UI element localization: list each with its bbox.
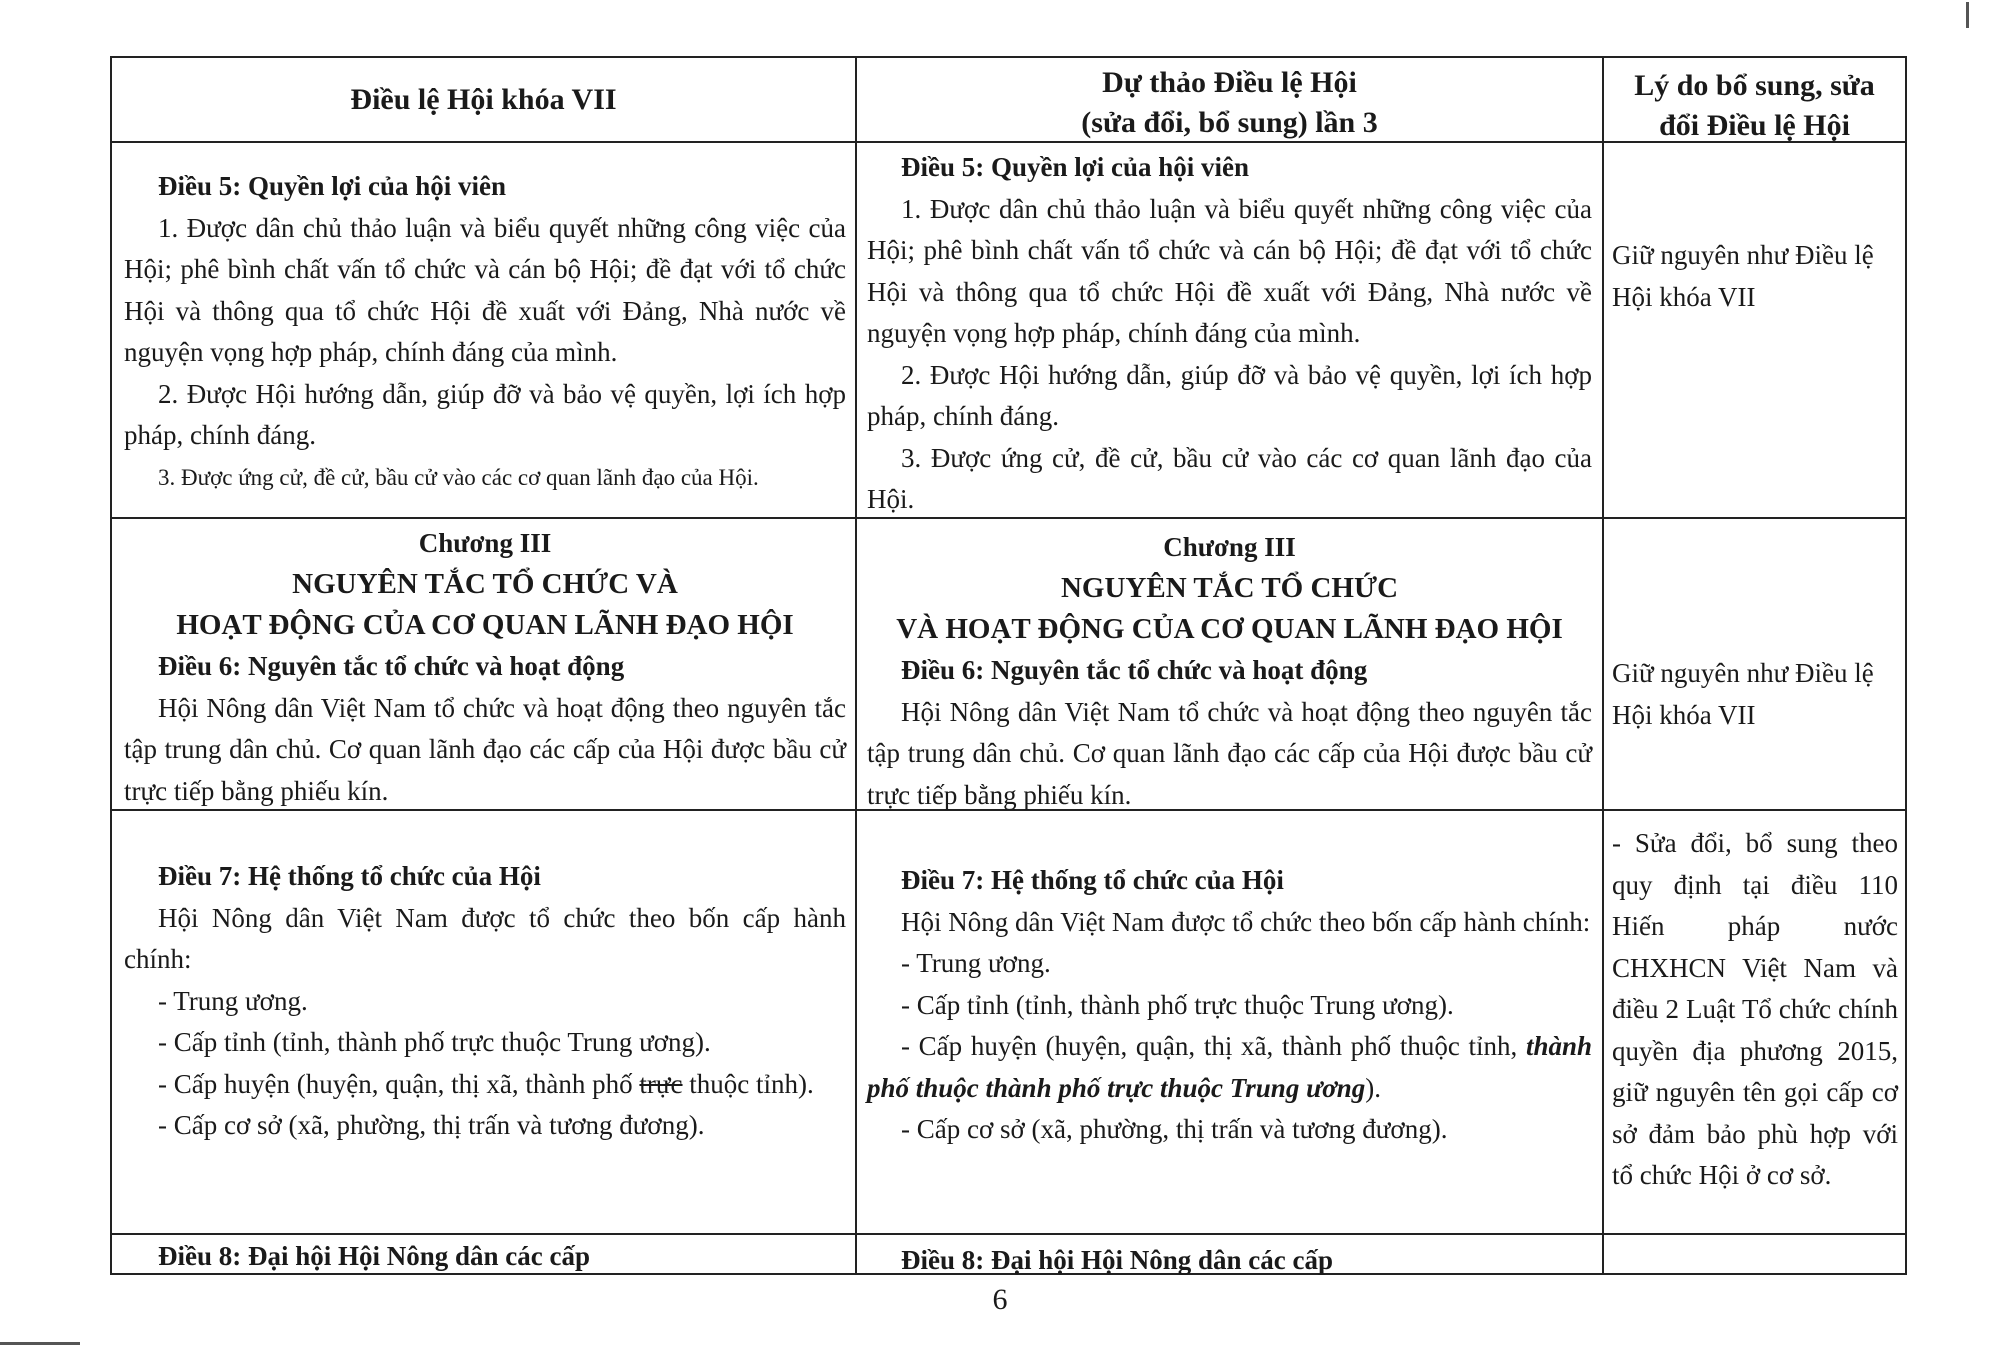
article-7-item-3-part-b: thuộc tỉnh). xyxy=(682,1068,814,1099)
draft-article-7-title: Điều 7: Hệ thống tổ chức của Hội xyxy=(901,865,1284,895)
draft-article-5-clause-2: 2. Được Hội hướng dẫn, giúp đỡ và bảo vệ quyền, lợi ích hợp pháp, chính đáng. xyxy=(867,359,1592,431)
draft-article-7-item-2: - Cấp tỉnh (tỉnh, thành phố trực thuộc Trung ương). xyxy=(901,989,1454,1020)
row2-col1-cell xyxy=(124,523,846,812)
table-col-divider-1 xyxy=(855,56,857,1275)
draft-chapter-3-title-line2: VÀ HOẠT ĐỘNG CỦA CƠ QUAN LÃNH ĐẠO HỘI xyxy=(896,613,1563,645)
header-col2-line1: Dự thảo Điều lệ Hội xyxy=(1102,66,1357,99)
article-7-title: Điều 7: Hệ thống tổ chức của Hội xyxy=(158,861,541,891)
row1-col2-cell xyxy=(867,147,1592,521)
article-8-title: Điều 8: Đại hội Hội Nông dân các cấp xyxy=(158,1241,591,1271)
article-7-item-1: - Trung ương. xyxy=(158,985,308,1016)
draft-article-5-title: Điều 5: Quyền lợi của hội viên xyxy=(901,152,1249,182)
draft-article-7-item-3-added-text: thành phố thuộc thành phố trực thuộc Trung ương xyxy=(867,1031,1592,1103)
draft-article-7-item-1: - Trung ương. xyxy=(901,948,1051,978)
article-7-item-2: - Cấp tỉnh (tỉnh, thành phố trực thuộc Trung ương). xyxy=(158,1027,711,1057)
row2-reason: Giữ nguyên như Điều lệ Hội khóa VII xyxy=(1612,658,1874,730)
row1-col3-cell xyxy=(1612,235,1898,318)
draft-article-7-item-4: - Cấp cơ sở (xã, phường, thị trấn và tương đương). xyxy=(901,1114,1448,1144)
article-7-item-3 xyxy=(124,1064,846,1106)
header-col-reason xyxy=(1604,66,1905,146)
draft-article-7-intro: Hội Nông dân Việt Nam được tổ chức theo bốn cấp hành chính: xyxy=(901,906,1591,937)
draft-chapter-3-title-line1: NGUYÊN TẮC TỔ CHỨC xyxy=(1060,572,1399,604)
draft-article-6-title: Điều 6: Nguyên tắc tổ chức và hoạt động xyxy=(901,655,1368,685)
row4-col1-cell xyxy=(124,1236,846,1278)
header-col3-line1: Lý do bổ sung, sửa xyxy=(1634,69,1875,102)
row2-col3-cell xyxy=(1612,653,1898,736)
scan-mark-top-right xyxy=(1966,2,1969,28)
row3-reason: - Sửa đổi, bổ sung theo quy định tại điều 110 Hiến pháp nước CHXHCN Việt Nam và điều 2 Luật Tổ chức chính quyền địa phương 2015, giữ nguyên tên gọi cấp cơ sở đảm bảo phù hợp với tổ chức Hội ở cơ sở. xyxy=(1612,828,1898,1190)
article-7-item-3-part-a: - Cấp huyện (huyện, quận, thị xã, thành phố xyxy=(158,1068,640,1099)
draft-article-7-item-3-part-a: - Cấp huyện (huyện, quận, thị xã, thành phố thuộc tỉnh, xyxy=(901,1031,1526,1061)
row3-col1-cell xyxy=(124,856,846,1147)
article-6-title: Điều 6: Nguyên tắc tổ chức và hoạt động xyxy=(158,651,625,681)
draft-article-8-title: Điều 8: Đại hội Hội Nông dân các cấp xyxy=(901,1245,1334,1275)
row4-col2-cell xyxy=(867,1240,1592,1282)
row3-col2-cell xyxy=(867,860,1592,1151)
article-7-intro: Hội Nông dân Việt Nam được tổ chức theo bốn cấp hành chính: xyxy=(124,902,846,974)
table-border-right xyxy=(1905,56,1907,1275)
table-col-divider-2 xyxy=(1602,56,1604,1275)
row1-reason: Giữ nguyên như Điều lệ Hội khóa VII xyxy=(1612,240,1874,312)
article-5-title: Điều 5: Quyền lợi của hội viên xyxy=(158,171,506,201)
row3-col3-cell xyxy=(1612,823,1898,1197)
draft-article-5-clause-3: 3. Được ứng cử, đề cử, bầu cử vào các cơ quan lãnh đạo của Hội. xyxy=(867,442,1592,514)
article-5-clause-3: 3. Được ứng cử, đề cử, bầu cử vào các cơ quan lãnh đạo của Hội. xyxy=(158,464,759,490)
chapter-3-title-line2: HOẠT ĐỘNG CỦA CƠ QUAN LÃNH ĐẠO HỘI xyxy=(176,609,794,641)
header-col-draft-charter xyxy=(857,63,1602,143)
draft-article-6-body: Hội Nông dân Việt Nam tổ chức và hoạt động theo nguyên tắc tập trung dân chủ. Cơ quan lãnh đạo các cấp của Hội được bầu cử trực tiếp bằng phiếu kín. xyxy=(867,696,1592,810)
draft-chapter-3-label: Chương III xyxy=(1163,532,1296,562)
article-6-body: Hội Nông dân Việt Nam tổ chức và hoạt động theo nguyên tắc tập trung dân chủ. Cơ quan lãnh đạo các cấp của Hội được bầu cử trực tiếp bằng phiếu kín. xyxy=(124,692,846,806)
article-5-clause-1: 1. Được dân chủ thảo luận và biểu quyết những công việc của Hội; phê bình chất vấn tổ chức và cán bộ Hội; đề đạt với tổ chức Hội và thông qua tổ chức Hội đề xuất với Đảng, Nhà nước về nguyện vọng hợp pháp, chính đáng của mình. xyxy=(124,212,846,367)
draft-article-5-clause-1: 1. Được dân chủ thảo luận và biểu quyết những công việc của Hội; phê bình chất vấn tổ chức và cán bộ Hội; đề đạt với tổ chức Hội và thông qua tổ chức Hội đề xuất với Đảng, Nhà nước về nguyện vọng hợp pháp, chính đáng của mình. xyxy=(867,193,1592,348)
chapter-3-title-line1: NGUYÊN TẮC TỔ CHỨC VÀ xyxy=(292,568,678,600)
header-col1-text: Điều lệ Hội khóa VII xyxy=(350,83,617,116)
page-number: 6 xyxy=(992,1283,1008,1316)
table-border-top xyxy=(110,56,1907,58)
header-col3-line2: đổi Điều lệ Hội xyxy=(1659,109,1850,142)
table-border-left xyxy=(110,56,112,1275)
draft-article-7-item-3-part-c: ). xyxy=(1365,1072,1381,1103)
header-col-current-charter xyxy=(112,80,855,120)
article-7-item-4: - Cấp cơ sở (xã, phường, thị trấn và tương đương). xyxy=(158,1110,705,1140)
draft-article-7-item-3 xyxy=(867,1026,1592,1109)
header-col2-line2: (sửa đổi, bổ sung) lần 3 xyxy=(1081,106,1378,139)
row2-col2-cell xyxy=(867,527,1592,816)
table-rule-row3 xyxy=(110,1233,1907,1235)
row1-col1-cell xyxy=(124,166,846,498)
scan-mark-bottom-left xyxy=(0,1342,80,1345)
chapter-3-label: Chương III xyxy=(418,528,552,558)
article-7-item-3-struck-word: trực xyxy=(639,1068,683,1099)
article-5-clause-2: 2. Được Hội hướng dẫn, giúp đỡ và bảo vệ quyền, lợi ích hợp pháp, chính đáng. xyxy=(124,378,846,450)
